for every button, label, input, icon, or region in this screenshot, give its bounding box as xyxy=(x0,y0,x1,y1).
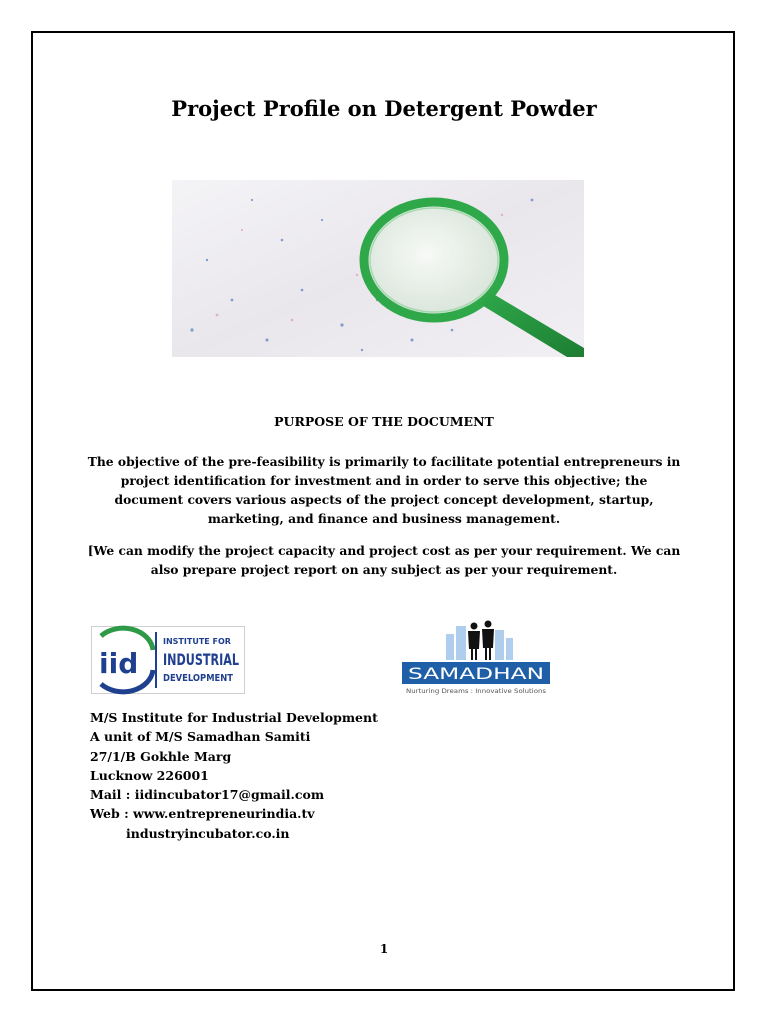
contact-website-secondary[interactable]: industryincubator.co.in xyxy=(126,825,290,841)
page-number: 1 xyxy=(379,942,389,956)
samadhan-logo xyxy=(400,616,552,698)
address-line: M/S Institute for Industrial Development xyxy=(90,710,378,725)
address-line: 27/1/B Gokhle Marg xyxy=(90,748,232,764)
purpose-heading: PURPOSE OF THE DOCUMENT xyxy=(274,414,494,429)
iid-logo xyxy=(91,626,245,694)
page-title: Project Profile on Detergent Powder xyxy=(171,96,597,121)
contact-address xyxy=(90,708,378,843)
contact-email[interactable]: Mail : iidincubator17@gmail.com xyxy=(90,787,325,803)
purpose-paragraph: The objective of the pre-feasibility is primarily to facilitate potential entrepreneurs in project identification for investment and in order to serve this objective; the document covers various aspects of the project concept development, startup, marketing, and finance and business management. xyxy=(87,454,681,526)
iid-logo-line2: INDUSTRIAL xyxy=(163,650,239,669)
people-icon xyxy=(468,621,494,661)
samadhan-logo-name: SAMADHAN xyxy=(408,664,544,683)
iid-logo-letters: iid xyxy=(99,647,139,680)
iid-logo-line1: INSTITUTE FOR xyxy=(163,637,231,646)
iid-logo-line3: DEVELOPMENT xyxy=(163,673,234,684)
note-paragraph: [We can modify the project capacity and project cost as per your requirement. We can also prepare project report on any subject as per your requirement. xyxy=(87,543,681,577)
detergent-magnifier-image xyxy=(172,180,584,357)
samadhan-logo-tagline: Nurturing Dreams : Innovative Solutions xyxy=(406,687,547,695)
address-line: Lucknow 226001 xyxy=(90,767,209,783)
address-line: A unit of M/S Samadhan Samiti xyxy=(90,729,311,745)
contact-website[interactable]: Web : www.entrepreneurindia.tv xyxy=(90,806,315,822)
